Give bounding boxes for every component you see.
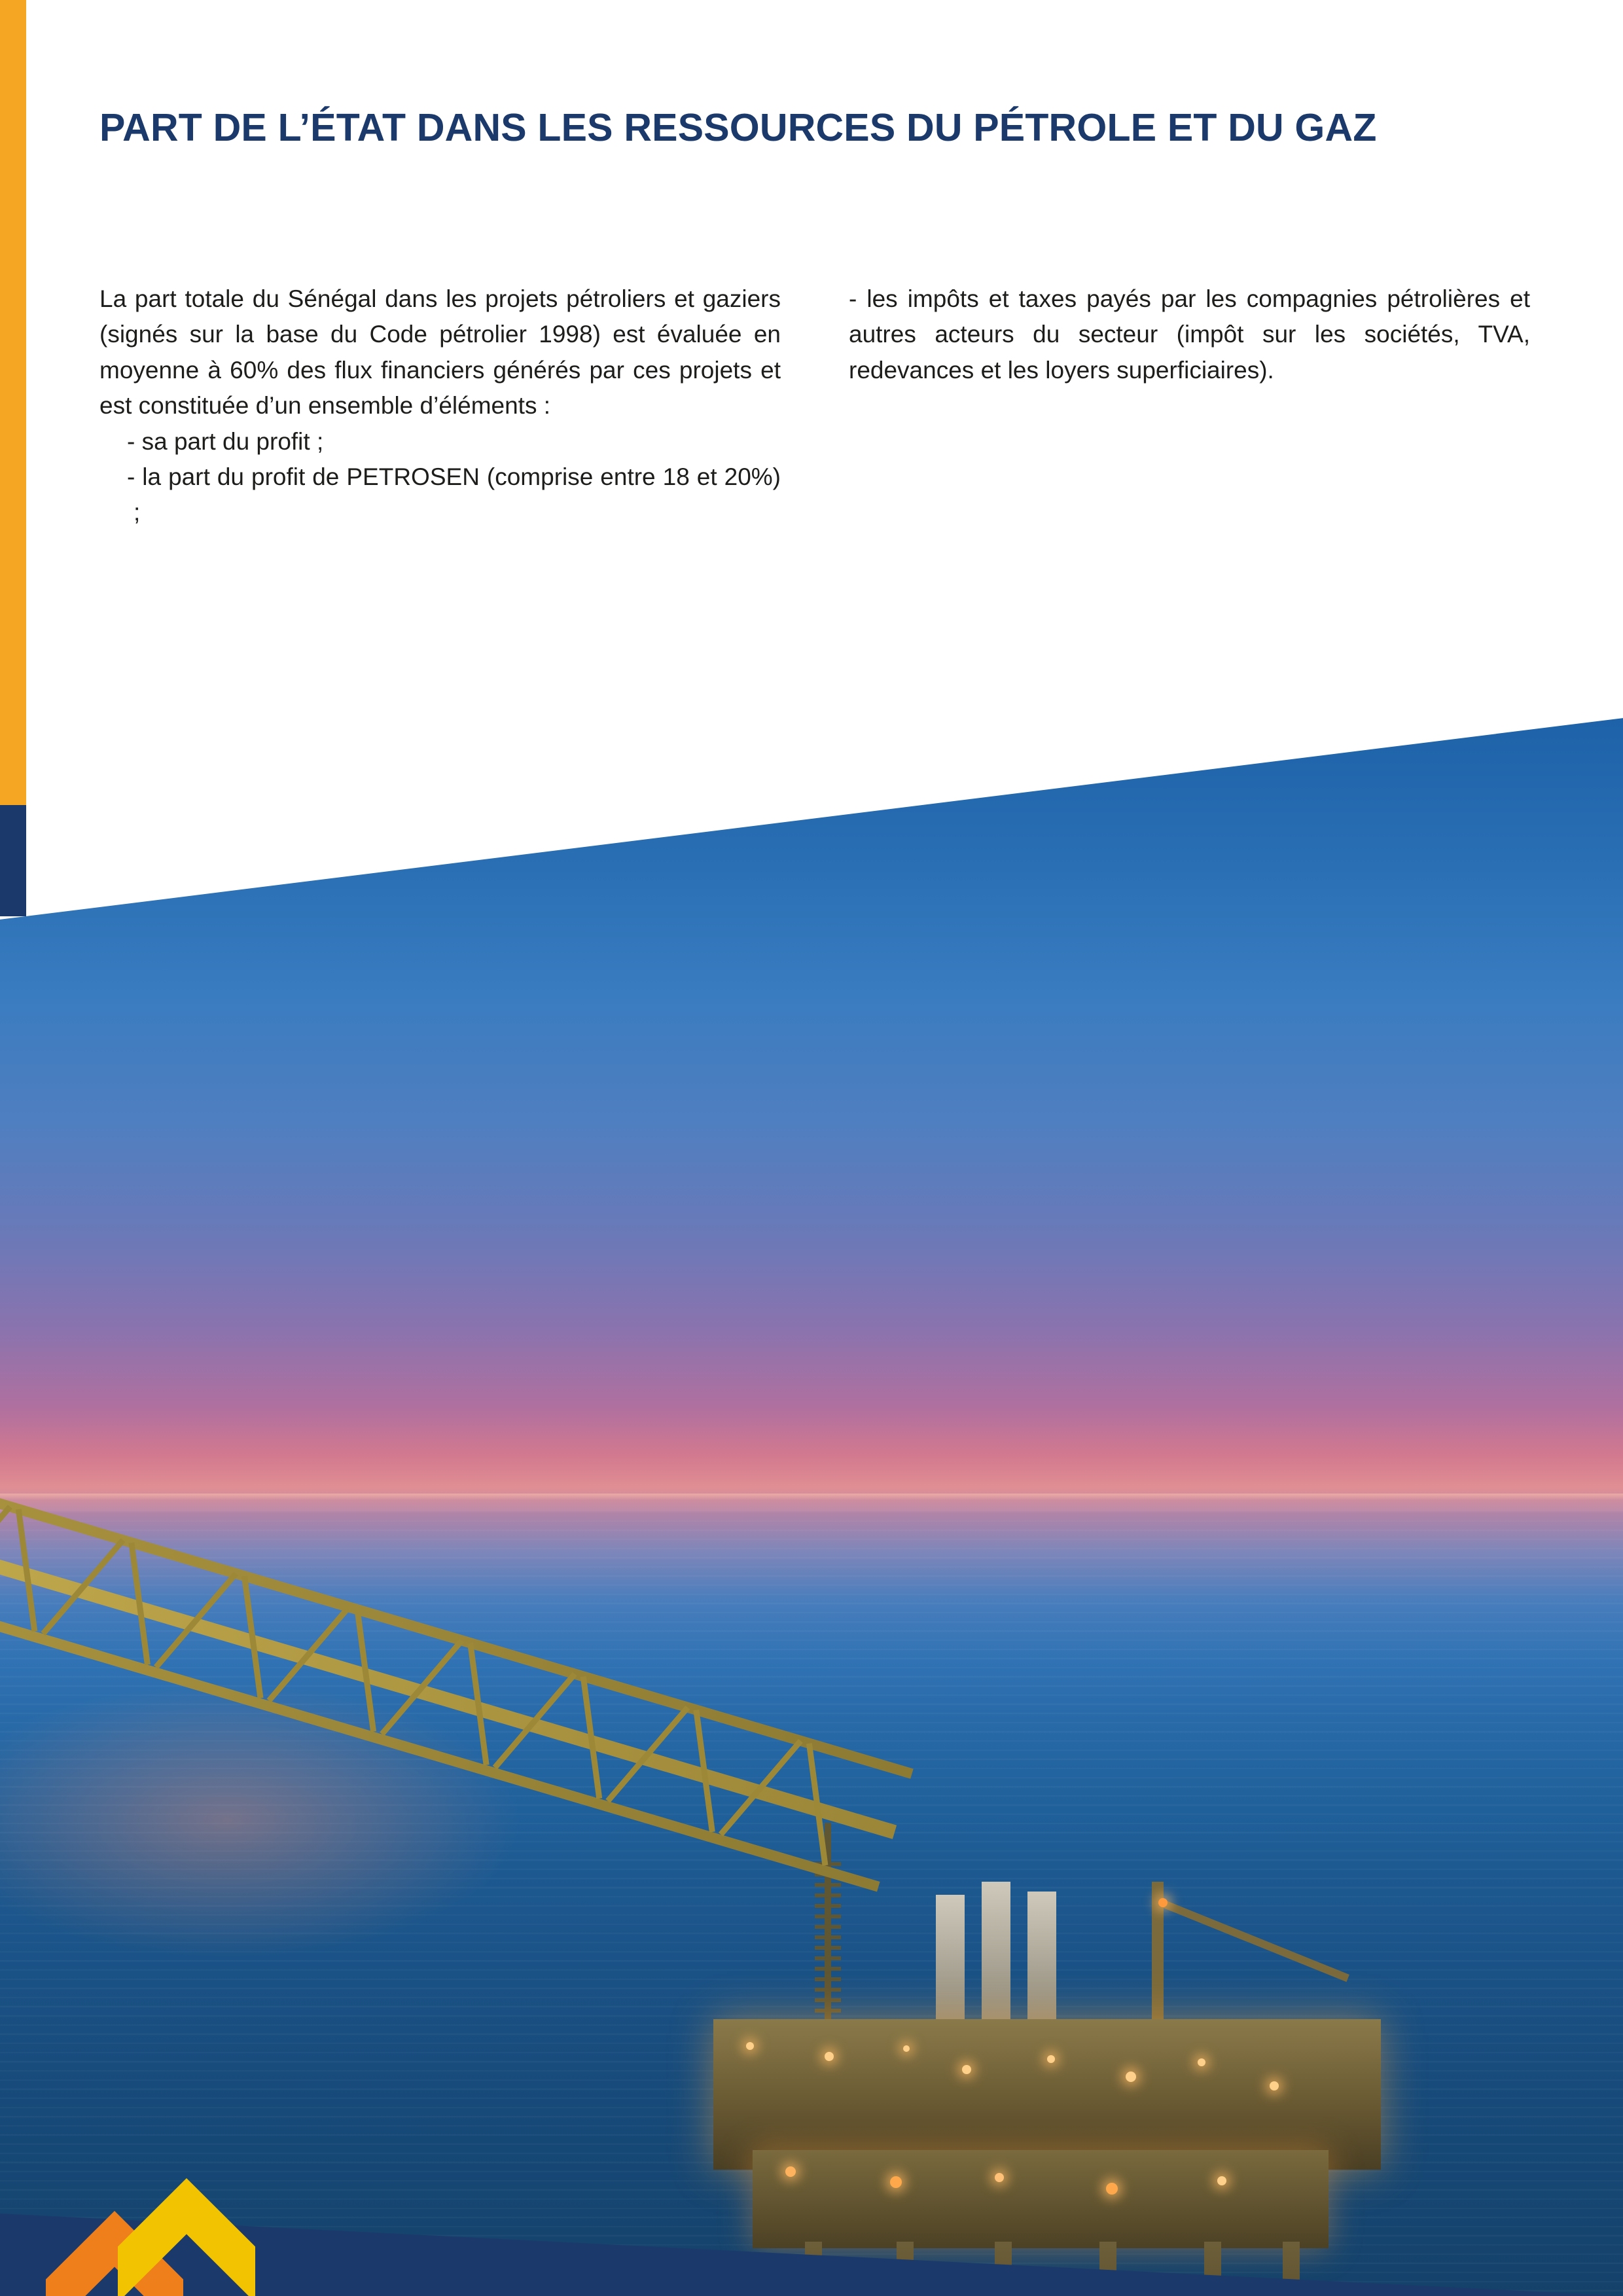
exhaust-stack-icon (1027, 1892, 1056, 2026)
bridge-brace (0, 1505, 12, 1602)
body-columns (99, 281, 1530, 531)
crane-jib-icon (1158, 1899, 1349, 1982)
list-item: - la part du profit de PETROSEN (comprise entre 18 et 20%) ; (127, 463, 781, 526)
left-accent-bar-orange (0, 0, 26, 805)
page-title-block (99, 105, 1526, 152)
page-title: PART DE L’ÉTAT DANS LES RESSOURCES DU PÉTROLE ET DU GAZ (99, 106, 1377, 149)
right-column (849, 281, 1530, 531)
exhaust-stack-icon (936, 1895, 965, 2026)
left-column (99, 281, 781, 531)
left-column-paragraph: La part totale du Sénégal dans les projets pétroliers et gaziers (signés sur la base du Code pétrolier 1998) est évaluée en moyenne à 60% des flux financiers générés par ces projets et est constituée d’un ensemble d’éléments : (99, 285, 781, 420)
figure-offshore-platform (0, 710, 1623, 2296)
platform-lower-deck (753, 2150, 1329, 2248)
left-column-bullets (99, 424, 781, 531)
exhaust-stack-icon (982, 1882, 1010, 2026)
right-column-paragraph: - les impôts et taxes payés par les compagnies pétrolières et autres acteurs du secteur (impôt sur les sociétés, TVA, redevances et les loyers superficiaires). (849, 285, 1530, 384)
platform-main-deck (713, 2019, 1381, 2170)
list-item: - sa part du profit ; (127, 427, 324, 455)
horizon-line (0, 1494, 1623, 1500)
